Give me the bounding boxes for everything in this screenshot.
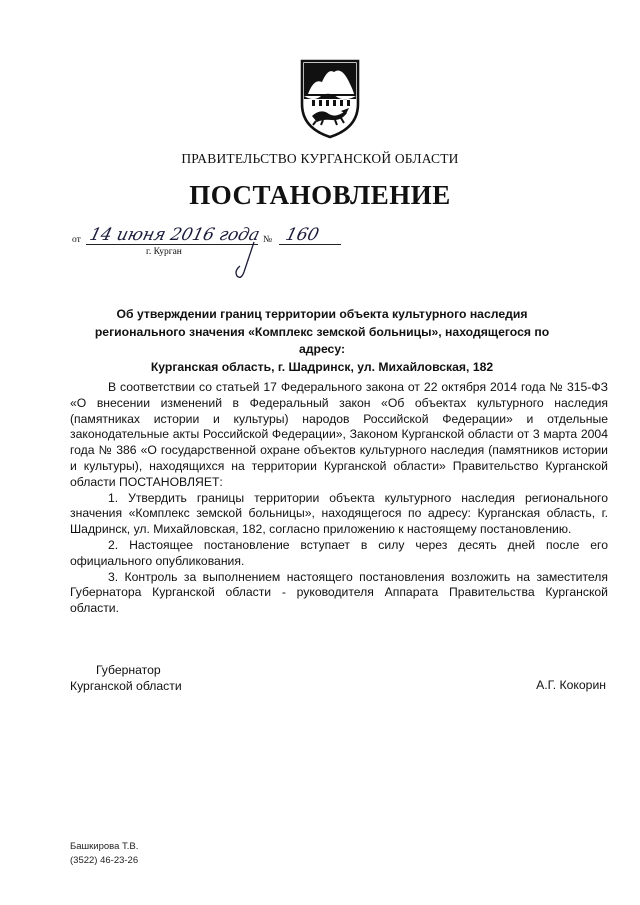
executor-name: Башкирова Т.В. — [70, 841, 139, 852]
number-prefix: № — [263, 235, 273, 245]
document-body — [70, 380, 608, 617]
subject-line: Об утверждении границ территории объекта культурного наследия — [116, 307, 528, 321]
signatory-name: А.Г. Кокорин — [536, 678, 606, 692]
handwritten-date: 14 июня 2016 года — [87, 225, 262, 245]
document-subject — [72, 306, 572, 376]
date-prefix: от — [72, 235, 81, 245]
document-type-title: ПОСТАНОВЛЕНИЕ — [189, 180, 451, 210]
position-line: Губернатор — [96, 663, 161, 677]
subject-line: Курганская область, г. Шадринск, ул. Михайловская, 182 — [150, 359, 494, 374]
position-line: Курганской области — [70, 679, 182, 693]
government-name: ПРАВИТЕЛЬСТВО КУРГАНСКОЙ ОБЛАСТИ — [181, 151, 459, 166]
resolution-item-3: 3. Контроль за выполнением настоящего постановления возложить на заместителя Губернатора Курганской области - руководителя Аппарата Правительства Курганской области. — [70, 569, 608, 616]
subject-line: регионального значения «Комплекс земской больницы», находящегося по адресу: — [94, 324, 550, 356]
handwritten-number: 160 — [283, 225, 321, 245]
city-label: г. Курган — [146, 247, 182, 257]
signatory-position — [70, 662, 182, 694]
resolution-item-2: 2. Настоящее постановление вступает в силу через десять дней после его официального опубликования. — [70, 537, 608, 568]
resolution-item-1: 1. Утвердить границы территории объекта культурного наследия регионального значения «Комплекс земской больницы», находящегося по адресу: Курганская область, г. Шадринск, ул. Михайловская, 182, согласно приложению к настоящему постановлению. — [70, 490, 608, 537]
executor-info — [70, 840, 138, 867]
preamble-paragraph: В соответствии со статьей 17 Федерального закона от 22 октября 2014 года № 315-ФЗ «О внесении изменений в Федеральный закон «Об объектах культурного наследия (памятниках истории и культуры) народов Российской Федерации» и отдельные законодательные акты Российской Федерации», Законом Курганской области от 3 марта 2004 года № 386 «О государственной охране объектов культурного наследия (памятников истории и культуры), находящихся на территории Курганской области» Правительство Курганской области ПОСТАНОВЛЯЕТ: — [70, 380, 608, 489]
handwritten-stroke-icon — [224, 238, 264, 282]
kurgan-region-coat-of-arms-icon — [299, 58, 361, 140]
executor-phone: (3522) 46-23-26 — [70, 854, 139, 866]
document-dateline — [72, 226, 372, 282]
